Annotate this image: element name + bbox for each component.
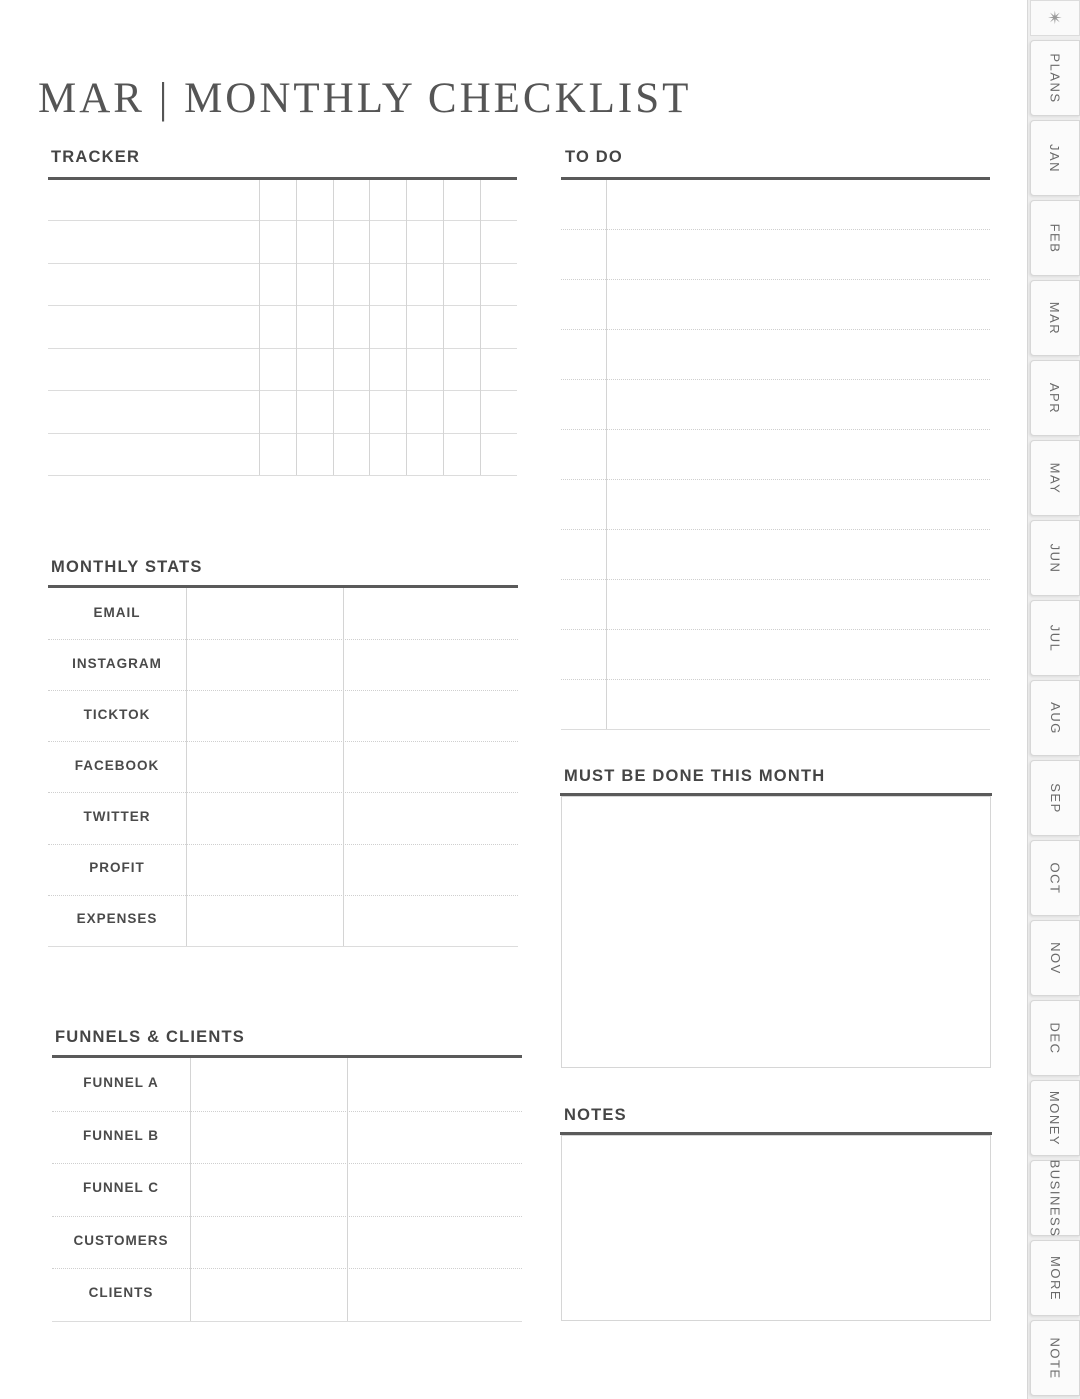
tab-business[interactable]: [1030, 1160, 1080, 1236]
tracker-row-line: [48, 348, 517, 349]
table-cell-input[interactable]: [344, 846, 517, 893]
table-row-line: [48, 844, 518, 845]
tab-label: BUSINESS: [1047, 1159, 1063, 1237]
tab-plans[interactable]: [1030, 40, 1080, 116]
tab-nov[interactable]: [1030, 920, 1080, 996]
todo-rule: [561, 177, 990, 180]
notes-heading: NOTES: [564, 1106, 627, 1124]
table-cell-input[interactable]: [187, 794, 342, 841]
table-cell-input[interactable]: [344, 692, 517, 739]
tracker-column-line: [296, 180, 297, 475]
tab-money[interactable]: [1030, 1080, 1080, 1156]
tab-jun[interactable]: [1030, 520, 1080, 596]
tracker-heading: TRACKER: [51, 148, 141, 166]
funnels-rule: [52, 1055, 522, 1058]
must-be-done-heading: MUST BE DONE THIS MONTH: [564, 767, 826, 785]
table-row-line: [48, 792, 518, 793]
table-column-line: [343, 588, 344, 946]
tracker-row-line: [48, 220, 517, 221]
table-cell-input[interactable]: [348, 1113, 521, 1162]
tracker-column-line: [259, 180, 260, 475]
tracker-row-line: [48, 433, 517, 434]
table-row-line: [48, 690, 518, 691]
table-column-line: [190, 1058, 191, 1321]
table-row-line: [48, 895, 518, 896]
table-cell-input[interactable]: [191, 1165, 346, 1214]
table-cell-input[interactable]: [344, 590, 517, 637]
tab-label: JUL: [1047, 624, 1063, 652]
table-row-line: [48, 741, 518, 742]
tab-label: JAN: [1047, 143, 1063, 173]
tracker-column-line: [443, 180, 444, 475]
tab-more[interactable]: [1030, 1240, 1080, 1316]
tracker-row-line: [48, 263, 517, 264]
table-cell-input[interactable]: [344, 897, 517, 944]
funnels-heading: FUNNELS & CLIENTS: [55, 1028, 245, 1046]
todo-row-line: [561, 379, 990, 380]
tab-label: SEP: [1047, 782, 1063, 814]
table-row-label: TWITTER: [83, 808, 151, 824]
tracker-row-line: [48, 305, 517, 306]
tracker-row-line: [48, 475, 517, 476]
todo-row-line: [561, 529, 990, 530]
tab-note[interactable]: [1030, 1320, 1080, 1396]
tracker-row-line: [48, 390, 517, 391]
table-row-label: PROFIT: [89, 860, 145, 876]
table-cell-input[interactable]: [348, 1060, 521, 1109]
table-row-label: FACEBOOK: [74, 757, 160, 773]
tab-feb[interactable]: [1030, 200, 1080, 276]
table-row-line: [48, 946, 518, 947]
table-cell-input[interactable]: [191, 1113, 346, 1162]
todo-heading: TO DO: [565, 148, 623, 166]
table-row-label: FUNNEL B: [82, 1127, 159, 1143]
tab-label: OCT: [1047, 862, 1063, 894]
todo-row-line: [561, 429, 990, 430]
todo-row-line: [561, 579, 990, 580]
table-row-label: CLIENTS: [88, 1285, 154, 1301]
tab-jul[interactable]: [1030, 600, 1080, 676]
tab-mar[interactable]: [1030, 280, 1080, 356]
table-row-line: [48, 639, 518, 640]
tracker-column-line: [406, 180, 407, 475]
todo-check-column-line: [606, 180, 607, 729]
todo-row-line: [561, 729, 990, 730]
todo-row-line: [561, 329, 990, 330]
table-row-label: FUNNEL C: [82, 1180, 159, 1196]
tab-sep[interactable]: [1030, 760, 1080, 836]
tab-label: PLANS: [1047, 52, 1063, 104]
tab-jan[interactable]: [1030, 120, 1080, 196]
table-cell-input[interactable]: [187, 692, 342, 739]
tab-label: MAR: [1047, 301, 1063, 335]
tab-may[interactable]: [1030, 440, 1080, 516]
table-row-line: [52, 1111, 522, 1112]
table-cell-input[interactable]: [344, 641, 517, 688]
tab-dec[interactable]: [1030, 1000, 1080, 1076]
table-row-line: [52, 1268, 522, 1269]
tracker-column-line: [333, 180, 334, 475]
table-cell-input[interactable]: [344, 743, 517, 790]
todo-row-line: [561, 279, 990, 280]
todo-row-line: [561, 479, 990, 480]
table-column-line: [347, 1058, 348, 1321]
table-cell-input[interactable]: [187, 846, 342, 893]
tab-label: NOTE: [1047, 1336, 1063, 1380]
tab-aug[interactable]: [1030, 680, 1080, 756]
todo-row-line: [561, 679, 990, 680]
monthly-stats-rule: [48, 585, 518, 588]
tab-label: AUG: [1047, 701, 1063, 735]
tab-apr[interactable]: [1030, 360, 1080, 436]
notes-box[interactable]: [561, 1135, 991, 1321]
todo-row-line: [561, 229, 990, 230]
table-cell-input[interactable]: [344, 794, 517, 841]
tab-label: MAY: [1047, 462, 1063, 494]
tab-oct[interactable]: [1030, 840, 1080, 916]
must-be-done-box[interactable]: [561, 796, 991, 1068]
table-cell-input[interactable]: [191, 1270, 346, 1319]
tab-label: NOV: [1047, 941, 1063, 975]
tracker-column-line: [369, 180, 370, 475]
tab-label: DEC: [1047, 1022, 1063, 1054]
table-cell-input[interactable]: [348, 1165, 521, 1214]
table-cell-input[interactable]: [348, 1270, 521, 1319]
table-row-line: [52, 1163, 522, 1164]
table-cell-input[interactable]: [187, 743, 342, 790]
table-row-label: INSTAGRAM: [72, 655, 162, 671]
table-row-label: CUSTOMERS: [73, 1232, 169, 1248]
table-row-label: FUNNEL A: [83, 1075, 159, 1091]
table-cell-input[interactable]: [187, 590, 342, 637]
table-row-label: EXPENSES: [76, 911, 158, 927]
star-tab[interactable]: [1030, 0, 1080, 36]
table-cell-input[interactable]: [191, 1218, 346, 1267]
page-title: MAR | MONTHLY CHECKLIST: [38, 75, 692, 122]
todo-row-line: [561, 629, 990, 630]
table-cell-input[interactable]: [187, 641, 342, 688]
tracker-rule: [48, 177, 517, 180]
table-column-line: [186, 588, 187, 946]
tab-label: FEB: [1047, 223, 1063, 253]
table-cell-input[interactable]: [348, 1218, 521, 1267]
table-cell-input[interactable]: [191, 1060, 346, 1109]
table-cell-input[interactable]: [187, 897, 342, 944]
table-row-label: TICKTOK: [83, 706, 151, 722]
table-row-line: [52, 1216, 522, 1217]
tracker-column-line: [480, 180, 481, 475]
tab-label: MONEY: [1047, 1090, 1063, 1146]
monthly-stats-heading: MONTHLY STATS: [51, 558, 203, 576]
tab-label: JUN: [1047, 543, 1063, 573]
star-icon: ✴: [1047, 7, 1063, 28]
tab-label: MORE: [1047, 1255, 1063, 1301]
tab-label: APR: [1047, 382, 1063, 414]
table-row-line: [52, 1321, 522, 1322]
table-row-label: EMAIL: [93, 604, 141, 620]
